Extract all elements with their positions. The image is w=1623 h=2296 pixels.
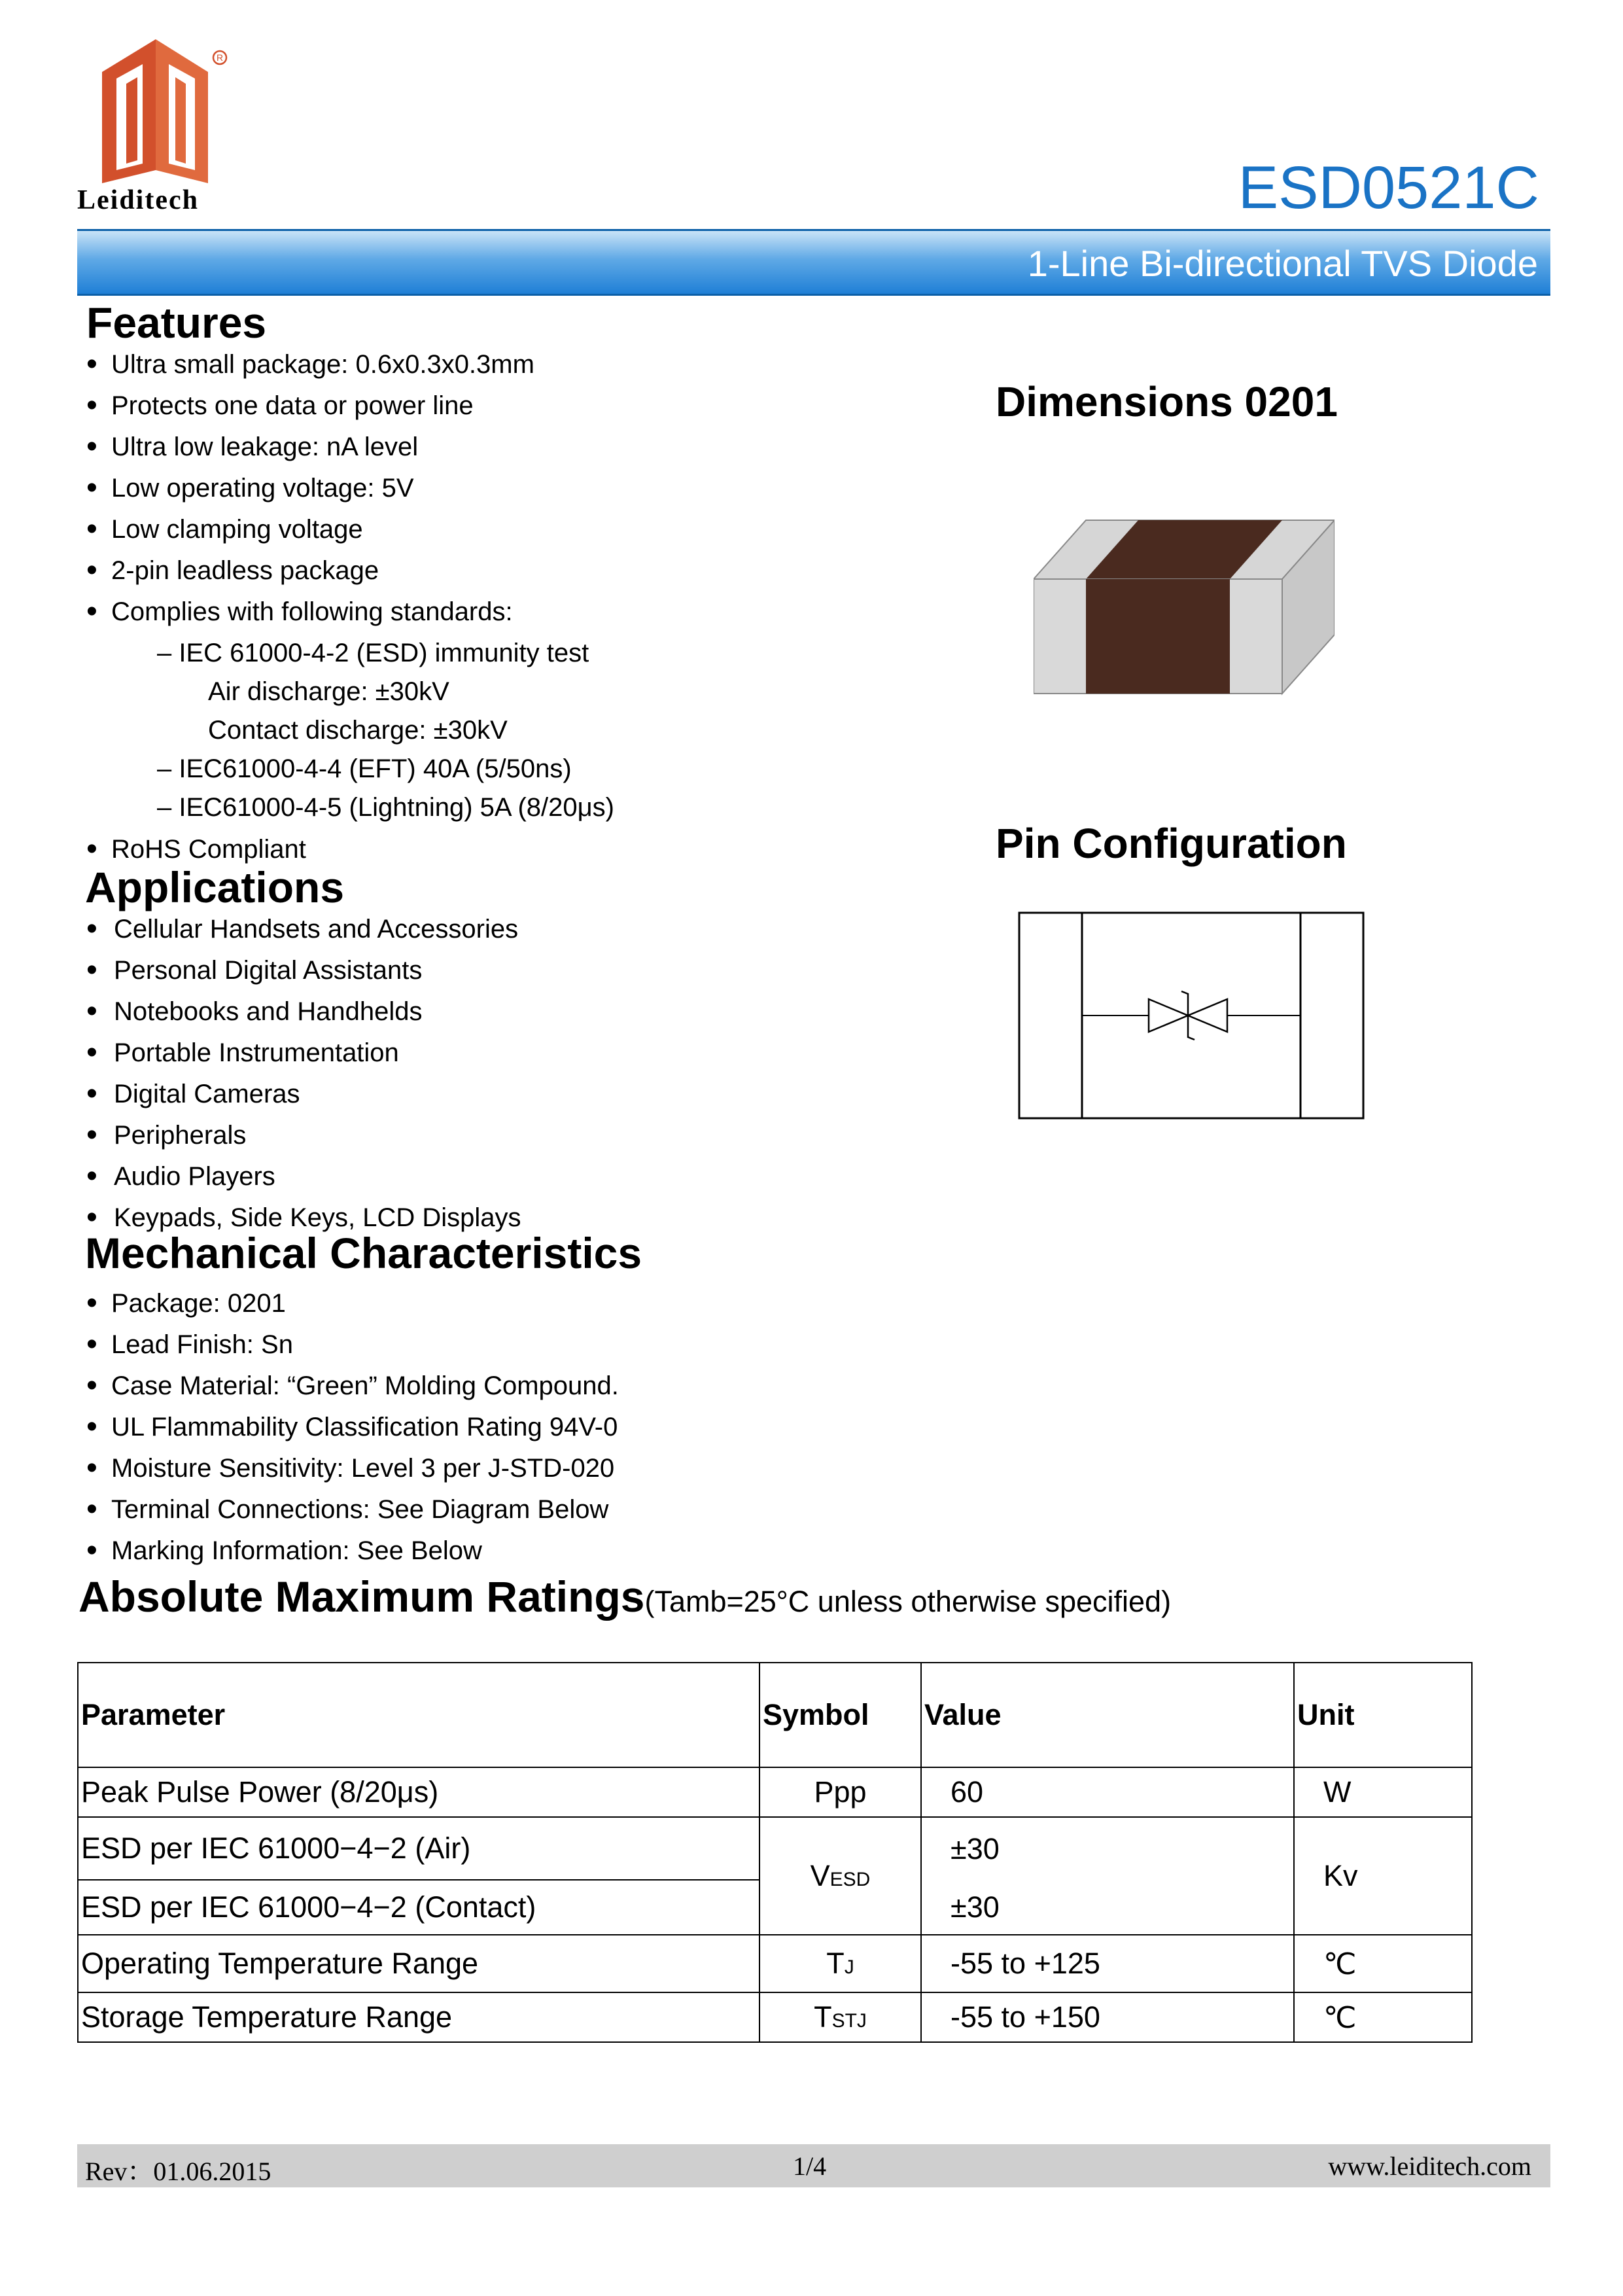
cell-value: -55 to +150 [921,1992,1294,2042]
list-item: – IEC61000-4-5 (Lightning) 5A (8/20μs) [157,793,615,822]
pin-configuration-diagram [1018,911,1365,1120]
list-item: • Peripherals [86,1116,521,1157]
list-item: • Complies with following standards: [86,592,614,633]
cell-value: ±30 [921,1817,1294,1880]
list-item: • Low clamping voltage [86,510,614,551]
cell-parameter: Operating Temperature Range [78,1935,759,1992]
ratings-table [77,1662,1473,2043]
list-item: • Marking Information: See Below [86,1531,619,1572]
list-item: • Personal Digital Assistants [86,951,521,992]
header-value: Value [921,1663,1294,1767]
mechanical-title: Mechanical Characteristics [85,1229,642,1277]
cell-symbol [759,1992,921,2042]
list-item: • Keypads, Side Keys, LCD Displays [86,1198,521,1239]
cell-parameter: Peak Pulse Power (8/20μs) [78,1767,759,1817]
ratings-heading [79,1572,1171,1621]
list-item: • Ultra low leakage: nA level [86,427,614,468]
svg-text:R: R [217,52,224,63]
cell-symbol-esd [759,1817,921,1935]
list-item: • Low operating voltage: 5V [86,468,614,510]
list-item: Air discharge: ±30kV [208,677,449,706]
ratings-title: Absolute Maximum Ratings [79,1572,645,1621]
cell-parameter: Storage Temperature Range [78,1992,759,2042]
footer-revision: Rev：01.06.2015 [85,2157,271,2186]
list-item: • RoHS Compliant [86,830,614,871]
table-row [78,1767,1472,1817]
table-row [78,1992,1472,2042]
features-list [86,345,614,871]
list-item: • Case Material: “Green” Molding Compound. [86,1366,619,1407]
table-header-row [78,1663,1472,1767]
cell-symbol [759,1935,921,1992]
header-parameter: Parameter [78,1663,759,1767]
symbol-main: T [826,1947,845,1980]
symbol-main: T [814,2000,832,2034]
list-item: – IEC61000-4-4 (EFT) 40A (5/50ns) [157,754,572,783]
cell-parameter: ESD per IEC 61000−4−2 (Contact) [78,1880,759,1935]
list-item: • Package: 0201 [86,1284,619,1325]
brand-name: Leiditech [77,185,199,215]
list-item: • Portable Instrumentation [86,1033,521,1074]
symbol-sub: ESD [829,1869,871,1890]
list-item: • Notebooks and Handhelds [86,992,521,1033]
features-title: Features [86,298,267,347]
list-item: • Moisture Sensitivity: Level 3 per J-STD-020 [86,1449,619,1490]
header-symbol: Symbol [759,1663,921,1767]
symbol-sub: STJ [831,2010,867,2032]
table-row [78,1935,1472,1992]
list-item: Contact discharge: ±30kV [208,716,508,745]
symbol-sub: J [844,1956,854,1978]
table-row [78,1817,1472,1880]
part-number: ESD0521C [1238,154,1539,221]
footer-page-number: 1/4 [793,2151,827,2181]
cell-unit: ℃ [1294,1992,1472,2042]
dimensions-title: Dimensions 0201 [996,378,1338,425]
cell-symbol: Ppp [759,1767,921,1817]
cell-value: -55 to +125 [921,1935,1294,1992]
list-item: • Lead Finish: Sn [86,1325,619,1366]
cell-unit: ℃ [1294,1935,1472,1992]
header-unit: Unit [1294,1663,1472,1767]
list-item: • Audio Players [86,1157,521,1198]
list-item: • Terminal Connections: See Diagram Below [86,1490,619,1531]
ratings-condition: (Tamb=25°C unless otherwise specified) [644,1585,1172,1618]
list-item: – IEC 61000-4-2 (ESD) immunity test [157,639,589,667]
applications-list [86,910,521,1239]
list-item: • Digital Cameras [86,1074,521,1116]
cell-unit-esd: Kv [1294,1817,1472,1935]
list-item: • UL Flammability Classification Rating 94V-0 [86,1407,619,1449]
package-0201-illustration [1034,514,1335,697]
list-item: • 2-pin leadless package [86,551,614,592]
list-item: • Ultra small package: 0.6x0.3x0.3mm [86,345,614,386]
cell-parameter: ESD per IEC 61000−4−2 (Air) [78,1817,759,1880]
mechanical-list [86,1284,619,1572]
cell-value: ±30 [921,1880,1294,1935]
subtitle: 1-Line Bi-directional TVS Diode [1027,243,1538,284]
applications-title: Applications [85,863,345,911]
symbol-main: V [810,1859,830,1892]
list-item: • Cellular Handsets and Accessories [86,910,521,951]
cell-value: 60 [921,1767,1294,1817]
cell-unit: W [1294,1767,1472,1817]
list-item: • Protects one data or power line [86,386,614,427]
pin-config-title: Pin Configuration [996,820,1347,867]
footer-website[interactable]: www.leiditech.com [1328,2151,1531,2181]
